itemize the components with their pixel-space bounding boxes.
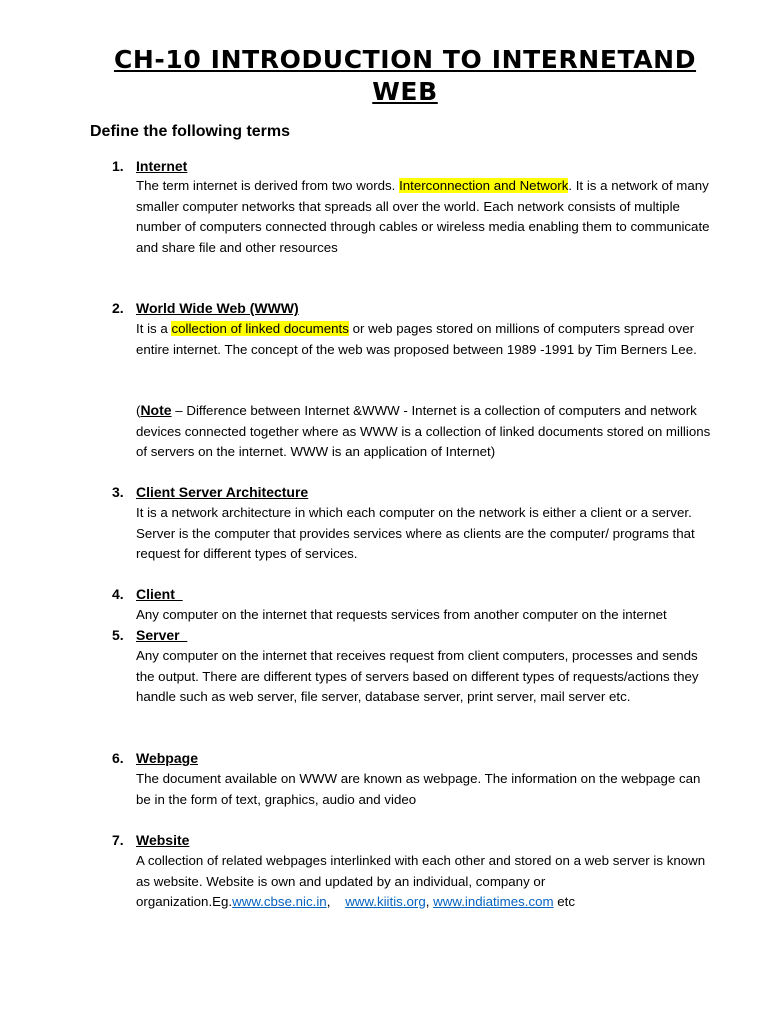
term-definition-internet bbox=[136, 176, 716, 258]
term-number: 7. bbox=[112, 832, 124, 848]
highlighted-phrase: collection of linked documents bbox=[171, 321, 349, 336]
term-number: 6. bbox=[112, 750, 124, 766]
link-cbse[interactable]: www.cbse.nic.in bbox=[232, 894, 327, 909]
note-paragraph bbox=[136, 400, 716, 463]
term-title-server: Server bbox=[136, 627, 188, 643]
term-definition-server: Any computer on the internet that receives request from client computers, processes and sends the output. There are different types of servers based on different types of requests/actions they handle such as web server, file server, database server, print server, mail server etc. bbox=[136, 648, 699, 704]
note-label: Note bbox=[140, 402, 172, 418]
term-title-www: World Wide Web (WWW) bbox=[136, 300, 299, 316]
definition-text: or web pages stored on millions of computers spread over entire internet. The concept of the web was proposed between 1989 -1991 by Tim Berners Lee. bbox=[136, 321, 697, 357]
link-separator: , bbox=[326, 894, 346, 909]
link-separator: , bbox=[425, 894, 434, 909]
term-title-client: Client bbox=[136, 586, 183, 602]
term-title-internet: Internet bbox=[136, 158, 188, 174]
term-number: 1. bbox=[112, 158, 124, 174]
term-definition-webpage: The document available on WWW are known as webpage. The information on the webpage can be in the form of text, graphics, audio and video bbox=[136, 771, 701, 807]
section-heading: Define the following terms bbox=[90, 123, 291, 140]
term-number: 4. bbox=[112, 586, 124, 602]
definition-text: etc bbox=[553, 894, 576, 909]
term-number: 2. bbox=[112, 300, 124, 316]
term-title-client-server: Client Server Architecture bbox=[136, 484, 309, 500]
definition-text: A collection of related webpages interlinked with each other and stored on a web server is known as website. Website is own and updated by an individual, company or organization.Eg. bbox=[136, 853, 706, 909]
term-definition-client: Any computer on the internet that requests services from another computer on the internet bbox=[136, 607, 667, 622]
term-definition-www bbox=[136, 319, 716, 360]
note-text: – Difference between Internet &WWW - Internet is a collection of computers and network devices connected together where as WWW is a collection of linked documents stored on millions of servers on the internet. WWW is an application of Internet) bbox=[136, 403, 711, 459]
term-number: 3. bbox=[112, 484, 124, 500]
definition-text: The term internet is derived from two words. bbox=[136, 178, 400, 193]
link-indiatimes[interactable]: www.indiatimes.com bbox=[433, 894, 554, 909]
term-definition-client-server: It is a network architecture in which each computer on the network is either a client or a server. Server is the computer that provides services where as clients are the computer/ programs that request for different types of services. bbox=[136, 505, 695, 561]
term-definition-website bbox=[136, 851, 716, 913]
highlighted-phrase: Interconnection and Network bbox=[399, 178, 569, 193]
definition-text: It is a bbox=[136, 321, 172, 336]
link-kiitis[interactable]: www.kiitis.org bbox=[345, 894, 426, 909]
page-title: CH-10 INTRODUCTION TO INTERNETAND WEB bbox=[113, 45, 697, 106]
definition-text: . It is a network of many smaller computer networks that spreads all over the world. Each network consists of multiple number of computers connected through cables or wireless media enabling them to communicate and share file and other resources bbox=[136, 178, 710, 255]
term-number: 5. bbox=[112, 627, 124, 643]
term-title-webpage: Webpage bbox=[136, 750, 198, 766]
note-open-paren: ( bbox=[136, 403, 141, 418]
term-title-website: Website bbox=[136, 832, 190, 848]
